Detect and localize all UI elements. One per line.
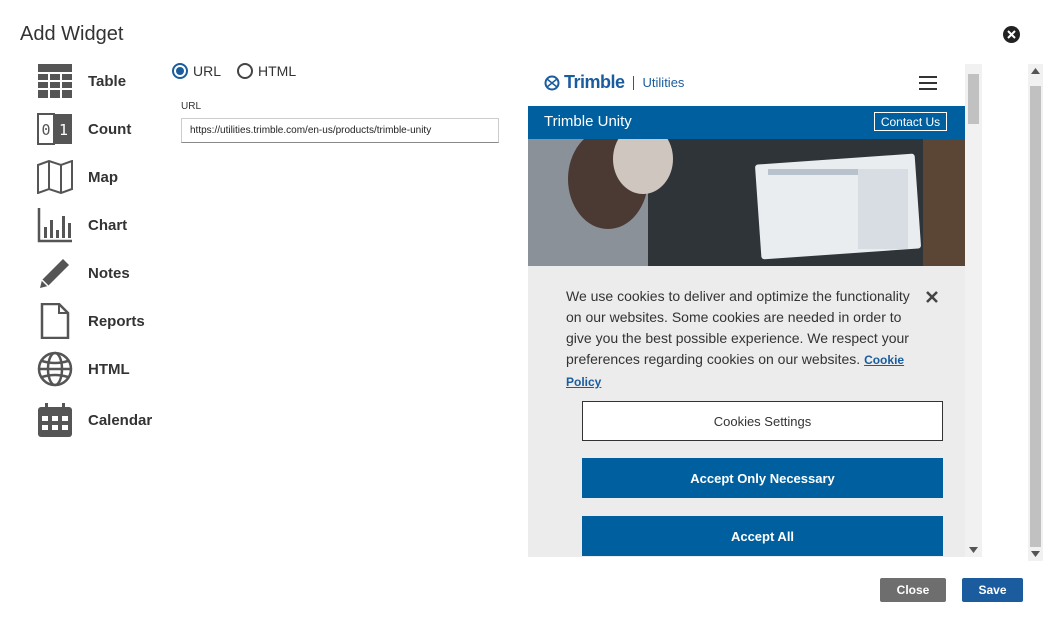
- cookies-settings-button[interactable]: Cookies Settings: [582, 401, 943, 441]
- cookie-close-button[interactable]: [925, 290, 939, 304]
- document-icon: [36, 302, 74, 340]
- brand-divider: [633, 76, 634, 90]
- accept-all-button[interactable]: Accept All: [582, 516, 943, 556]
- globe-icon: [36, 350, 74, 388]
- map-icon: [36, 158, 74, 196]
- url-input[interactable]: [181, 118, 499, 143]
- sidebar-item-label: Map: [88, 168, 118, 186]
- html-radio-label: HTML: [258, 63, 297, 79]
- cookie-message: We use cookies to deliver and optimize the functionality on our websites. Some cookies are needed in order to give you the best possible experience. We respect your preferences regarding cookies on our websites.: [566, 288, 910, 367]
- preview-scrollbar[interactable]: [965, 64, 982, 557]
- brand-name: Trimble: [564, 72, 625, 92]
- table-icon: [36, 62, 74, 100]
- product-title: Trimble Unity: [544, 113, 632, 130]
- save-button[interactable]: Save: [962, 578, 1023, 602]
- accept-only-necessary-button[interactable]: Accept Only Necessary: [582, 458, 943, 498]
- hero-image: [528, 139, 965, 266]
- sidebar-item-chart[interactable]: [36, 205, 186, 245]
- svg-text:1: 1: [58, 121, 69, 139]
- sidebar-item-notes[interactable]: [36, 253, 186, 293]
- sidebar-item-label: Table: [88, 72, 127, 90]
- product-band: [528, 106, 965, 139]
- contact-us-button[interactable]: Contact Us: [874, 112, 947, 131]
- sidebar-item-map[interactable]: [36, 157, 186, 197]
- close-button[interactable]: Close: [880, 578, 946, 602]
- sidebar-item-count[interactable]: [36, 109, 186, 149]
- radio-empty-icon: [237, 63, 253, 79]
- close-dialog-button[interactable]: [1003, 26, 1020, 43]
- url-radio[interactable]: [172, 63, 221, 79]
- scroll-down-icon[interactable]: [969, 547, 978, 553]
- sidebar-item-label: Chart: [88, 216, 128, 234]
- sidebar-item-label: Calendar: [88, 411, 153, 429]
- url-field-label: URL: [181, 101, 202, 112]
- chart-icon: [36, 206, 74, 244]
- calendar-icon: [36, 401, 74, 439]
- sidebar-item-html[interactable]: [36, 349, 186, 389]
- sidebar-item-table[interactable]: [36, 61, 186, 101]
- preview-header: [528, 64, 965, 106]
- sidebar-item-label: HTML: [88, 360, 130, 378]
- dialog-scrollbar[interactable]: [1028, 64, 1043, 561]
- trimble-logo[interactable]: [544, 72, 684, 93]
- close-icon: [925, 290, 939, 304]
- scroll-down-icon[interactable]: [1031, 551, 1040, 557]
- scroll-up-icon[interactable]: [1031, 68, 1040, 74]
- brand-sub: Utilities: [642, 75, 685, 90]
- html-radio[interactable]: [237, 63, 296, 79]
- count-icon: [36, 110, 74, 148]
- dialog-scrollbar-thumb[interactable]: [1030, 86, 1041, 547]
- hamburger-menu-icon[interactable]: [919, 76, 937, 90]
- pencil-icon: [36, 254, 74, 292]
- trimble-globe-icon: [544, 74, 560, 92]
- url-radio-label: URL: [193, 63, 222, 79]
- close-icon: [1007, 30, 1016, 39]
- sidebar-item-label: Notes: [88, 264, 130, 282]
- url-preview-frame[interactable]: [528, 64, 982, 557]
- preview-scrollbar-thumb[interactable]: [968, 74, 979, 124]
- dialog-title: Add Widget: [20, 23, 124, 45]
- source-type-radio-group: [172, 63, 312, 79]
- sidebar-item-label: Count: [88, 120, 132, 138]
- cookie-policy-link[interactable]: Cookie Policy: [566, 353, 905, 389]
- cookie-banner-text: [566, 286, 916, 393]
- sidebar-item-calendar[interactable]: [36, 400, 186, 440]
- radio-selected-icon: [172, 63, 188, 79]
- sidebar-item-label: Reports: [88, 312, 145, 330]
- svg-text:0: 0: [41, 121, 51, 139]
- sidebar-item-reports[interactable]: [36, 301, 186, 341]
